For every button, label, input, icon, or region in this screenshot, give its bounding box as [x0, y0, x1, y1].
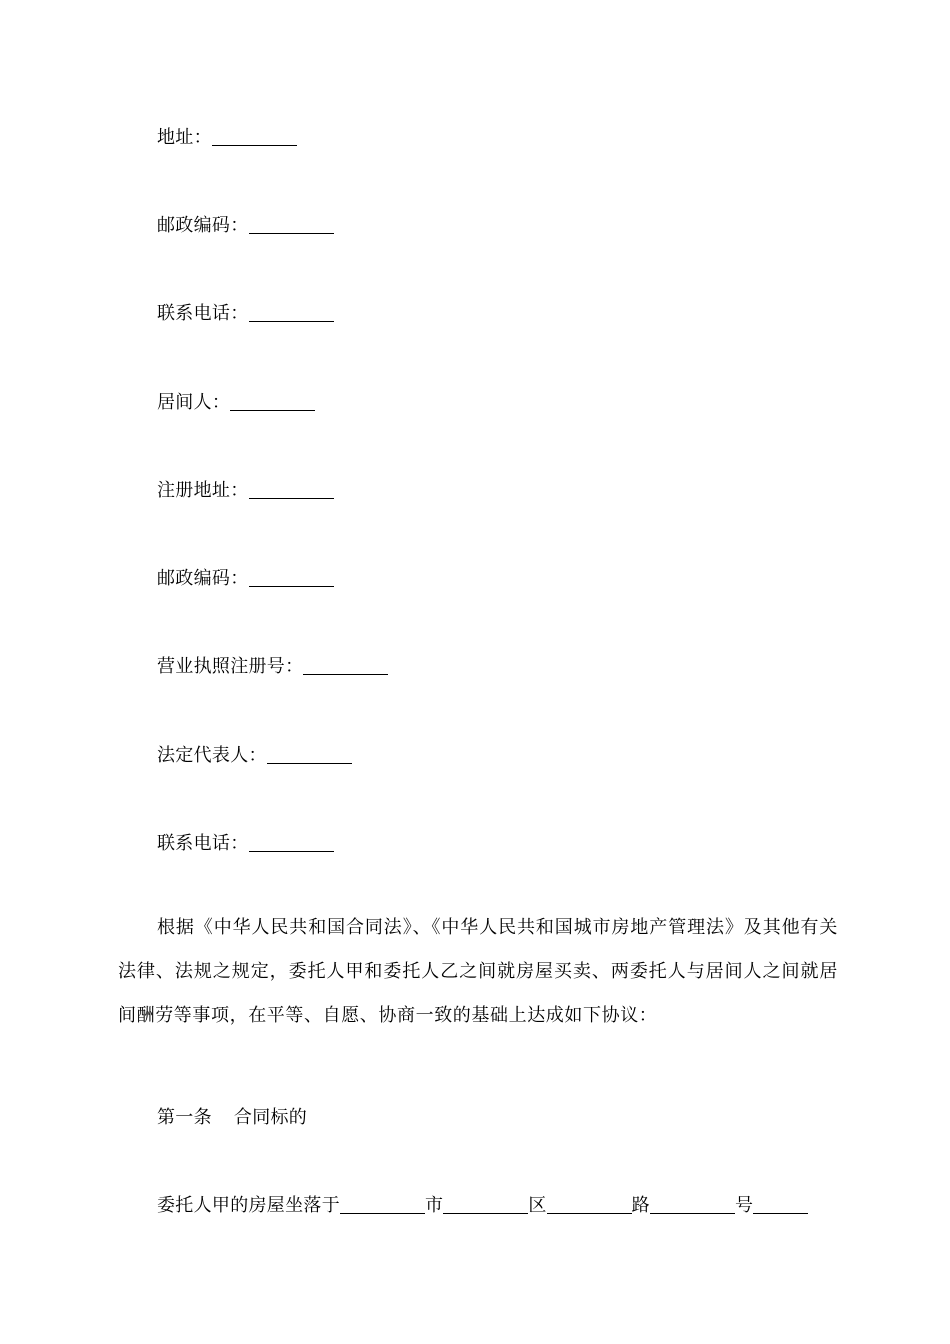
business-license-blank[interactable] [303, 656, 388, 675]
legal-representative-label: 法定代表人： [157, 745, 267, 766]
intermediary-phone-blank[interactable] [249, 833, 334, 852]
district-label: 区 [528, 1195, 547, 1216]
number-blank[interactable] [650, 1195, 735, 1214]
registered-address-blank[interactable] [249, 480, 334, 499]
phone-label: 联系电话： [157, 303, 249, 324]
article-number: 第一条 [157, 1107, 212, 1128]
postal-code-field [157, 214, 334, 238]
intermediary-label: 居间人： [157, 392, 231, 413]
postal-code-blank[interactable] [249, 215, 334, 234]
postal-code-label: 邮政编码： [157, 215, 249, 236]
intermediary-blank[interactable] [230, 392, 315, 411]
property-location-line [157, 1194, 808, 1218]
article-title: 合同标的 [233, 1107, 308, 1128]
registered-address-label: 注册地址： [157, 480, 249, 501]
location-prefix: 委托人甲的房屋坐落于 [157, 1195, 340, 1216]
phone-blank[interactable] [249, 303, 334, 322]
legal-representative-blank[interactable] [267, 745, 352, 764]
address-blank[interactable] [212, 127, 297, 146]
business-license-field [157, 655, 388, 679]
city-blank[interactable] [340, 1195, 425, 1214]
intermediary-postal-code-field [157, 567, 334, 591]
district-blank[interactable] [443, 1195, 528, 1214]
article-heading [157, 1106, 307, 1130]
address-field [157, 126, 297, 150]
preamble-paragraph: 根据《中华人民共和国合同法》、《中华人民共和国城市房地产管理法》及其他有关法律、法规之规定，委托人甲和委托人乙之间就房屋买卖、两委托人与居间人之间就居间酬劳等事项，在平等、自愿、协商一致的基础上达成如下协议： [118, 917, 838, 1026]
address-label: 地址： [157, 127, 212, 148]
intermediary-phone-field [157, 832, 334, 856]
intermediary-postal-code-blank[interactable] [249, 568, 334, 587]
road-blank[interactable] [547, 1195, 632, 1214]
phone-field [157, 302, 334, 326]
number-label: 号 [734, 1195, 754, 1216]
registered-address-field [157, 479, 334, 503]
city-label: 市 [425, 1195, 444, 1216]
road-label: 路 [631, 1195, 650, 1216]
intermediary-postal-code-label: 邮政编码： [157, 568, 249, 589]
legal-representative-field [157, 744, 352, 768]
intermediary-phone-label: 联系电话： [157, 833, 249, 854]
intermediary-field [157, 391, 315, 415]
business-license-label: 营业执照注册号： [157, 656, 304, 677]
trailing-blank[interactable] [753, 1195, 808, 1214]
